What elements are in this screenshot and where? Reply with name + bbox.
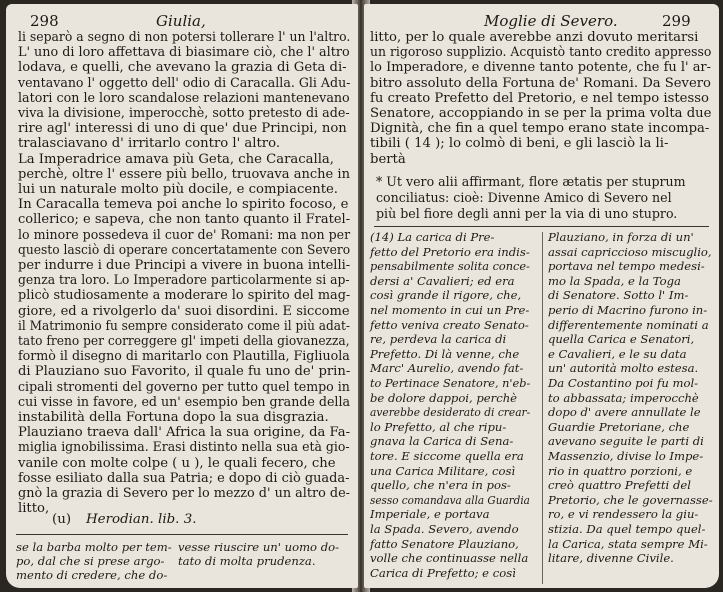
text-line: litto, xyxy=(18,501,50,517)
footnote-line: tore. E siccome quella era xyxy=(370,449,524,463)
right-page xyxy=(364,4,719,588)
footnote-line: Prefetto. Di là venne, che xyxy=(370,346,520,361)
left-footnote-ref: (u) xyxy=(52,512,72,527)
right-column-divider xyxy=(542,232,543,584)
text-line: lo minore possedeva il cuor de' Romani: ma non per xyxy=(18,227,351,243)
footnote-line: mento di credere, che do- xyxy=(16,568,168,582)
text-line: lo Imperadore, e divenne tanto potente, che fu l' ar- xyxy=(370,60,712,76)
footnote-line: (14) La carica di Pre- xyxy=(370,230,495,244)
footnote-line: la Carica, stata sempre Mi- xyxy=(548,536,708,551)
right-page-number: 299 xyxy=(662,12,691,30)
footnote-line: Da Costantino poi fu mol- xyxy=(548,376,699,390)
footnote-line: volle che continuasse nella xyxy=(370,551,529,566)
footnote-line: be dolore dappoi, perchè xyxy=(370,390,518,405)
text-line: plicò studiosamente a moderare lo spirito del mag- xyxy=(18,288,351,304)
text-line: genza tra loro. Lo Imperadore particolarmente si ap- xyxy=(18,273,350,289)
footnote-line: quello, che n'era in pos- xyxy=(370,478,511,493)
footnote-line: fatto Senatore Plauziano, xyxy=(370,536,519,551)
footnote-line: e Cavalieri, e le su data xyxy=(548,346,687,361)
footnote-line: così grande il rigore, che, xyxy=(370,288,522,303)
text-line: collerico; e sapeva, che non tanto quanto il Fratel- xyxy=(18,212,351,228)
text-line: per indurre i due Principi a vivere in buona intelli- xyxy=(18,258,351,273)
footnote-line: sesso comandava alla Guardia xyxy=(370,492,530,507)
text-line: rire agl' interessi di uno di que' due Principi, non xyxy=(18,121,347,137)
footnote-line: se la barba molto per tem- xyxy=(16,540,172,554)
text-line: bitro assoluto della Fortuna de' Romani. Da Severo xyxy=(370,75,711,91)
footnote-line: to Pertinace Senatore, n'eb- xyxy=(370,376,531,390)
footnote-line: un' autorità molto estesa. xyxy=(548,361,699,376)
text-line: li separò a segno di non potersi tollerare l' un l'altro. xyxy=(18,30,351,45)
footnote-line: una Carica Militare, così xyxy=(370,463,516,478)
text-line: tralasciavano d' irritarlo contro l' altro. xyxy=(18,136,281,152)
text-line: perchè, oltre l' essere più bello, truovava anche in xyxy=(18,166,350,182)
text-line: gnò la grazia di Severo per lo mezzo d' un altro de- xyxy=(18,486,351,501)
right-running-head: Moglie di Severo. xyxy=(484,12,618,30)
text-line: fu creato Prefetto del Pretorio, e nel tempo istesso xyxy=(370,90,709,106)
footnote-line: tato di molta prudenza. xyxy=(178,554,316,568)
text-line: In Caracalla temeva poi anche lo spirito focoso, e xyxy=(18,197,349,213)
text-line: giore, ed a rivolgerlo da' suoi disordini. E siccome xyxy=(18,303,350,319)
note-line: più bel fiore degli anni per la via di uno stupro. xyxy=(376,206,678,221)
footnote-line: averebbe desiderato di crear- xyxy=(370,405,531,420)
footnote-line: mo la Spada, e la Toga xyxy=(548,273,681,288)
footnote-line: Plauziano, in forza di un' xyxy=(548,230,694,244)
footnote-line: portava nel tempo medesi- xyxy=(548,259,705,274)
left-footnote-text: Herodian. lib. 3. xyxy=(86,512,197,527)
text-line: formò il disegno di maritarlo con Plautilla, Figliuola xyxy=(18,349,350,365)
footnote-line: avevano seguite le parti di xyxy=(548,434,704,449)
footnote-line: nel momento in cui un Pre- xyxy=(370,303,530,317)
text-line: miglia ignobilissima. Erasi distinto nella sua età gio- xyxy=(18,440,350,456)
left-page xyxy=(6,4,358,588)
text-line: viva la divisione, imperocchè, sotto pretesto di ade- xyxy=(18,106,350,121)
note-line: * Ut vero alii affirmant, flore ætatis per stuprum xyxy=(376,174,686,189)
footnote-line: po, dal che si prese argo- xyxy=(16,554,165,568)
text-line: Plauziano traeva dall' Africa la sua origine, da Fa- xyxy=(18,425,351,441)
note-line: conciliatus: cioè: Divenne Amico di Severo nel xyxy=(376,190,672,205)
text-line: instabilità della Fortuna dopo la sua disgrazia. xyxy=(18,410,329,425)
footnote-line: vesse riuscire un' uomo do- xyxy=(178,540,340,554)
text-line: di Plauziano suo Favorito, il quale fu uno de' prin- xyxy=(18,364,351,380)
text-line: cui visse in favore, ed un' esempio ben grande della xyxy=(18,394,351,410)
left-footnote-rule xyxy=(16,534,348,535)
footnote-line: dopo d' avere annullate le xyxy=(548,405,701,420)
footnote-line: Imperiale, e portava xyxy=(370,507,490,522)
text-line: bertà xyxy=(370,151,406,167)
text-line: tato freno per correggere gl' impeti della giovanezza, xyxy=(18,334,350,349)
footnote-line: pensabilmente solita conce- xyxy=(370,259,530,274)
footnote-line: Guardie Pretoriane, che xyxy=(548,419,690,434)
footnote-line: creò quattro Prefetti del xyxy=(548,478,691,493)
footnote-line: di Senatore. Sotto l' Im- xyxy=(548,288,689,303)
text-line: litto, per lo quale averebbe anzi dovuto meritarsi xyxy=(370,30,699,45)
text-line: ventavano l' oggetto dell' odio di Caracalla. Gli Adu- xyxy=(18,75,351,91)
footnote-line: la Spada. Severo, avendo xyxy=(370,522,519,536)
text-line: tibili ( 14 ); lo colmò di beni, e gli lasciò la li- xyxy=(370,136,669,152)
footnote-line: Massenzio, divise lo Impe- xyxy=(548,449,704,463)
footnote-line: Carica di Prefetto; e così xyxy=(370,565,516,580)
footnote-line: Pretorio, che le governasse- xyxy=(548,492,713,507)
text-line: un rigoroso supplizio. Acquistò tanto credito appresso xyxy=(370,45,712,61)
left-page-number: 298 xyxy=(30,12,59,30)
footnote-line: differentemente nominati a xyxy=(548,317,709,332)
footnote-line: quella Carica e Senatori, xyxy=(548,332,695,347)
footnote-line: re, perdeva la carica di xyxy=(370,332,507,347)
footnote-line: gnava la Carica di Sena- xyxy=(370,434,514,449)
footnote-line: dersi a' Cavalieri; ed era xyxy=(370,273,515,288)
text-line: vanile con molte colpe ( u ), le quali fecero, che xyxy=(18,455,336,471)
text-line: La Imperadrice amava più Geta, che Caracalla, xyxy=(18,151,334,167)
left-running-head: Giulia, xyxy=(156,12,206,30)
right-note-rule xyxy=(374,226,709,227)
footnote-line: lo Prefetto, al che ripu- xyxy=(370,419,507,434)
text-line: Senatore, accoppiando in se per la prima volta due xyxy=(370,106,712,121)
footnote-line: perio di Macrino furono in- xyxy=(548,303,708,317)
text-line: L' uno di loro affettava di biasimare ciò, che l' altro xyxy=(18,45,350,61)
footnote-line: fetto veniva creato Senato- xyxy=(370,317,529,332)
text-line: questo lasciò di operare concertatamente con Severo xyxy=(18,242,351,258)
text-line: il Matrimonio fu sempre considerato come il più adat- xyxy=(18,318,350,334)
footnote-line: Marc' Aurelio, avendo fat- xyxy=(370,361,524,376)
footnote-line: to abbassata; imperocchè xyxy=(548,390,699,405)
text-line: latori con le loro scandalose relazioni mantenevano xyxy=(18,90,350,106)
text-line: lodava, e quelli, che avevano la grazia di Geta di- xyxy=(18,60,347,76)
footnote-line: stizia. Da quel tempo quel- xyxy=(548,522,706,536)
text-line: lui un naturale molto più docile, e compiacente. xyxy=(18,182,338,197)
text-line: fosse esiliato dalla sua Patria; e dopo di ciò guada- xyxy=(18,470,350,486)
footnote-line: litare, divenne Civile. xyxy=(548,551,674,566)
text-line: cipali stromenti del governo per tutto quel tempo in xyxy=(18,379,350,395)
text-line: Dignità, che fin a quel tempo erano state incompa- xyxy=(370,121,710,137)
footnote-line: ro, e vi rendessero la giu- xyxy=(548,507,699,522)
footnote-line: rio in quattro porzioni, e xyxy=(548,463,693,478)
footnote-line: assai capriccioso miscuglio, xyxy=(548,244,712,259)
footnote-line: fetto del Pretorio era indis- xyxy=(370,244,530,259)
